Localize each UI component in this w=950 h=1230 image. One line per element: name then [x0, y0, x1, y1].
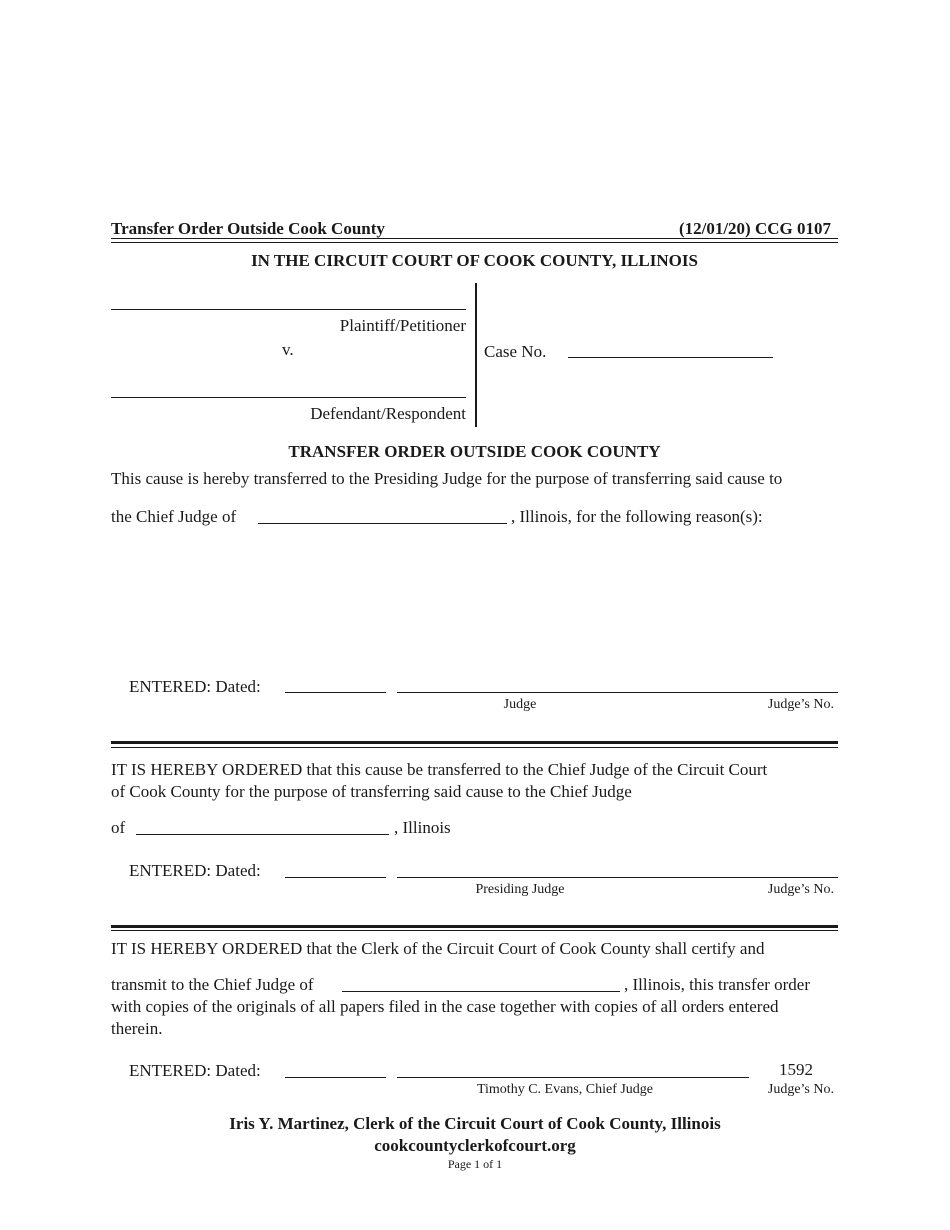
section1-line2-prefix: the Chief Judge of [111, 507, 237, 526]
versus-label: v. [282, 340, 294, 359]
case-no-field[interactable] [568, 357, 773, 358]
form-title: Transfer Order Outside Cook County [111, 219, 385, 238]
footer-website[interactable]: cookcountyclerkofcourt.org [374, 1136, 576, 1155]
footer-page-number: Page 1 of 1 [447, 1157, 503, 1171]
form-code: (12/01/20) CCG 0107 [678, 219, 831, 238]
section1-divider-thick [111, 741, 838, 744]
chief-judge-signature-field[interactable] [397, 1077, 749, 1078]
section2-divider-thick [111, 925, 838, 928]
section1-divider-thin [111, 747, 838, 748]
header-rule-bottom [111, 242, 838, 243]
section1-line1: This cause is hereby transferred to the Presiding Judge for the purpose of transferring said cause to [111, 469, 783, 488]
section2-date-field[interactable] [285, 877, 386, 878]
section2-line1: IT IS HEREBY ORDERED that this cause be transferred to the Chief Judge of the Circuit Court [111, 760, 768, 779]
section3-line4: therein. [111, 1019, 163, 1038]
footer-clerk: Iris Y. Martinez, Clerk of the Circuit Court of Cook County, Illinois [229, 1114, 721, 1133]
section2-illinois-suffix: , Illinois [394, 818, 451, 837]
section1-judge-no-label: Judge’s No. [767, 697, 834, 712]
court-title: IN THE CIRCUIT COURT OF COOK COUNTY, ILLINOIS [251, 251, 698, 270]
caption-divider [475, 283, 477, 427]
section1-judge-signature-field[interactable] [397, 692, 838, 693]
section3-entered-label: ENTERED: Dated: [129, 1061, 261, 1080]
section3-line1: IT IS HEREBY ORDERED that the Clerk of the Circuit Court of Cook County shall certify and [111, 939, 765, 958]
chief-judge-county-field-2[interactable] [136, 834, 389, 835]
section1-line2-suffix: , Illinois, for the following reason(s): [511, 507, 763, 526]
presiding-judge-signature-field[interactable] [397, 877, 838, 878]
section3-date-field[interactable] [285, 1077, 386, 1078]
section3-line2-prefix: transmit to the Chief Judge of [111, 975, 314, 994]
defendant-label: Defendant/Respondent [310, 404, 466, 423]
section2-of-label: of [111, 818, 126, 837]
section3-judge-no-label: Judge’s No. [767, 1082, 834, 1097]
section1-signer-label: Judge [503, 697, 537, 712]
header-rule-top [111, 238, 838, 239]
section2-line2: of Cook County for the purpose of transferring said cause to the Chief Judge [111, 782, 632, 801]
section3-signer-label: Timothy C. Evans, Chief Judge [476, 1082, 654, 1097]
case-no-label: Case No. [484, 342, 547, 361]
section3-line2-suffix: , Illinois, this transfer order [624, 975, 811, 994]
plaintiff-label: Plaintiff/Petitioner [339, 316, 466, 335]
section1-date-field[interactable] [285, 692, 386, 693]
order-title: TRANSFER ORDER OUTSIDE COOK COUNTY [288, 442, 661, 461]
section1-entered-label: ENTERED: Dated: [129, 677, 261, 696]
chief-judge-county-field-3[interactable] [342, 991, 620, 992]
plaintiff-line[interactable] [111, 309, 466, 310]
section2-entered-label: ENTERED: Dated: [129, 861, 261, 880]
chief-judge-county-field-1[interactable] [258, 523, 507, 524]
section2-judge-no-label: Judge’s No. [767, 882, 834, 897]
section2-divider-thin [111, 930, 838, 931]
section3-line3: with copies of the originals of all papers filed in the case together with copies of all orders entered [111, 997, 779, 1016]
section3-judge-no-value: 1592 [779, 1060, 813, 1079]
section2-signer-label: Presiding Judge [475, 882, 565, 897]
defendant-line[interactable] [111, 397, 466, 398]
